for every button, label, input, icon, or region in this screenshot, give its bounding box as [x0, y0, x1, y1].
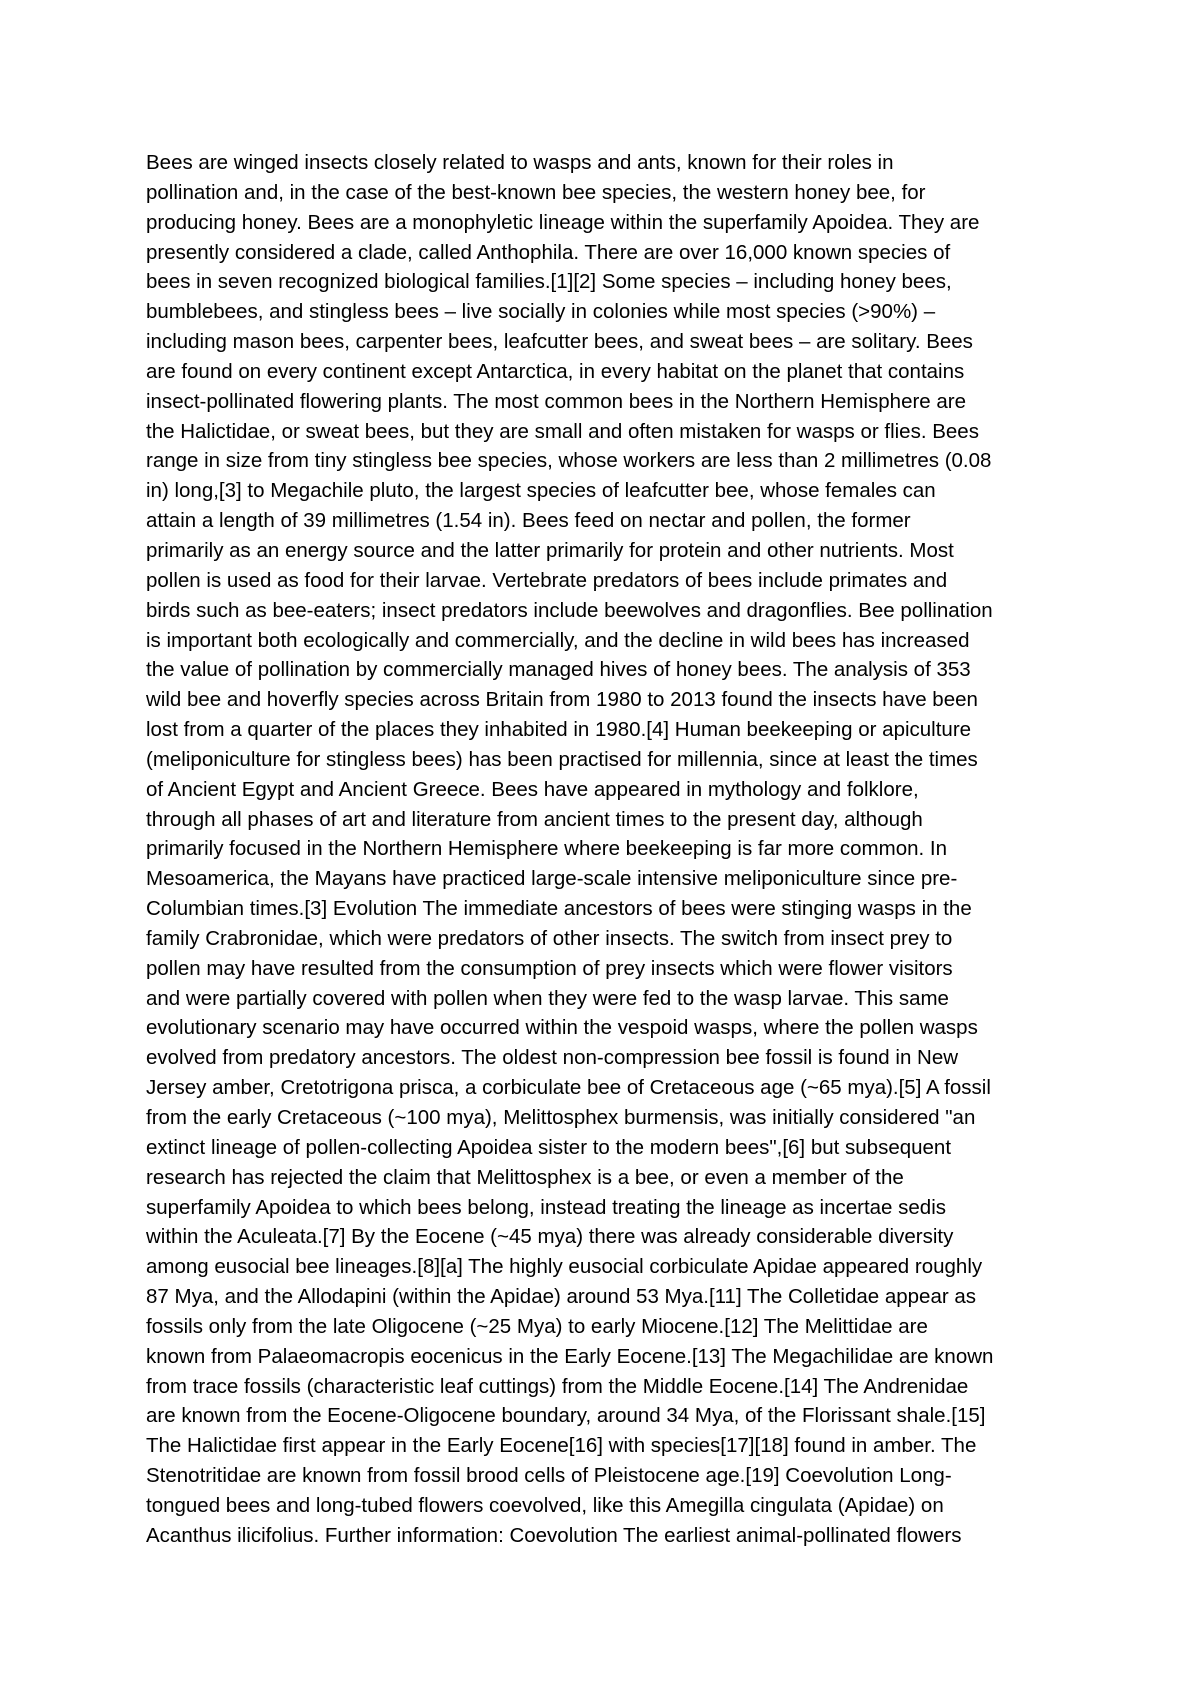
text-line: 87 Mya, and the Allodapini (within the Apidae) around 53 Mya.[11] The Colletidae appear as	[146, 1285, 977, 1309]
text-line: The Halictidae first appear in the Early Eocene[16] with species[17][18] found in amber. The	[146, 1434, 977, 1458]
text-line: range in size from tiny stingless bee species, whose workers are less than 2 millimetres (0.08	[146, 449, 992, 473]
text-line: and were partially covered with pollen when they were fed to the wasp larvae. This same	[146, 986, 949, 1010]
text-line: research has rejected the claim that Melittosphex is a bee, or even a member of the	[146, 1165, 904, 1189]
text-line: Mesoamerica, the Mayans have practiced large-scale intensive meliponiculture since pre-	[146, 867, 958, 891]
text-line: of Ancient Egypt and Ancient Greece. Bees have appeared in mythology and folklore,	[146, 777, 919, 801]
text-line: from trace fossils (characteristic leaf cuttings) from the Middle Eocene.[14] The Andrenidae	[146, 1374, 969, 1398]
text-line: evolved from predatory ancestors. The oldest non-compression bee fossil is found in New	[146, 1046, 959, 1070]
text-line: wild bee and hoverfly species across Britain from 1980 to 2013 found the insects have been	[146, 688, 978, 712]
text-line: from the early Cretaceous (~100 mya), Melittosphex burmensis, was initially considered "an	[146, 1106, 976, 1129]
text-line: in) long,[3] to Megachile pluto, the largest species of leafcutter bee, whose females can	[146, 479, 936, 503]
text-line: insect-pollinated flowering plants. The most common bees in the Northern Hemisphere are	[146, 389, 967, 413]
text-line: Stenotritidae are known from fossil brood cells of Pleistocene age.[19] Coevolution Long-	[146, 1464, 952, 1488]
text-line: pollen may have resulted from the consumption of prey insects which were flower visitors	[146, 956, 953, 980]
text-line: bumblebees, and stingless bees – live socially in colonies while most species (>90%) –	[146, 300, 936, 324]
text-line: presently considered a clade, called Anthophila. There are over 16,000 known species of	[146, 240, 951, 264]
text-line: Columbian times.[3] Evolution The immediate ancestors of bees were stinging wasps in the	[146, 897, 972, 921]
text-line: superfamily Apoidea to which bees belong, instead treating the lineage as incertae sedis	[146, 1195, 947, 1219]
text-line: pollination and, in the case of the best-known bee species, the western honey bee, for	[146, 180, 926, 204]
text-line: Bees are winged insects closely related to wasps and ants, known for their roles in	[146, 151, 894, 174]
text-line: attain a length of 39 millimetres (1.54 in). Bees feed on nectar and pollen, the former	[146, 509, 911, 533]
text-line: is important both ecologically and commercially, and the decline in wild bees has increased	[146, 628, 970, 652]
text-line: evolutionary scenario may have occurred within the vespoid wasps, where the pollen wasps	[146, 1016, 978, 1040]
text-line: fossils only from the late Oligocene (~25 Mya) to early Miocene.[12] The Melittidae are	[146, 1314, 928, 1338]
text-line: pollen is used as food for their larvae. Vertebrate predators of bees include primates and	[146, 568, 948, 592]
text-line: extinct lineage of pollen-collecting Apoidea sister to the modern bees",[6] but subsequent	[146, 1135, 952, 1159]
text-line: primarily focused in the Northern Hemisphere where beekeeping is far more common. In	[146, 837, 948, 861]
body-text	[146, 148, 1066, 1551]
text-line: producing honey. Bees are a monophyletic lineage within the superfamily Apoidea. They are	[146, 210, 980, 234]
text-line: birds such as bee-eaters; insect predators include beewolves and dragonflies. Bee pollination	[146, 598, 993, 622]
text-line: the value of pollination by commercially managed hives of honey bees. The analysis of 353	[146, 658, 971, 682]
text-line: primarily as an energy source and the latter primarily for protein and other nutrients. Most	[146, 538, 954, 562]
text-line: known from Palaeomacropis eocenicus in the Early Eocene.[13] The Megachilidae are known	[146, 1344, 994, 1368]
text-line: lost from a quarter of the places they inhabited in 1980.[4] Human beekeeping or apiculture	[146, 718, 972, 742]
text-line: including mason bees, carpenter bees, leafcutter bees, and sweat bees – are solitary. Bees	[146, 330, 973, 354]
text-line: the Halictidae, or sweat bees, but they are small and often mistaken for wasps or flies. Bees	[146, 419, 979, 443]
text-line: family Crabronidae, which were predators of other insects. The switch from insect prey to	[146, 926, 953, 950]
text-line: Jersey amber, Cretotrigona prisca, a corbiculate bee of Cretaceous age (~65 mya).[5] A fossil	[146, 1076, 991, 1100]
text-line: Acanthus ilicifolius. Further information: Coevolution The earliest animal-pollinated flowers	[146, 1523, 962, 1547]
text-line: through all phases of art and literature from ancient times to the present day, although	[146, 807, 923, 831]
text-line: among eusocial bee lineages.[8][a] The highly eusocial corbiculate Apidae appeared roughly	[146, 1255, 983, 1279]
text-line: (meliponiculture for stingless bees) has been practised for millennia, since at least the times	[146, 747, 978, 771]
text-line: are known from the Eocene-Oligocene boundary, around 34 Mya, of the Florissant shale.[15]	[146, 1404, 986, 1428]
text-line: tongued bees and long-tubed flowers coevolved, like this Amegilla cingulata (Apidae) on	[146, 1493, 944, 1517]
text-line: are found on every continent except Antarctica, in every habitat on the planet that contains	[146, 359, 965, 383]
text-line: bees in seven recognized biological families.[1][2] Some species – including honey bees,	[146, 270, 952, 294]
text-line: within the Aculeata.[7] By the Eocene (~45 mya) there was already considerable diversity	[146, 1225, 954, 1249]
